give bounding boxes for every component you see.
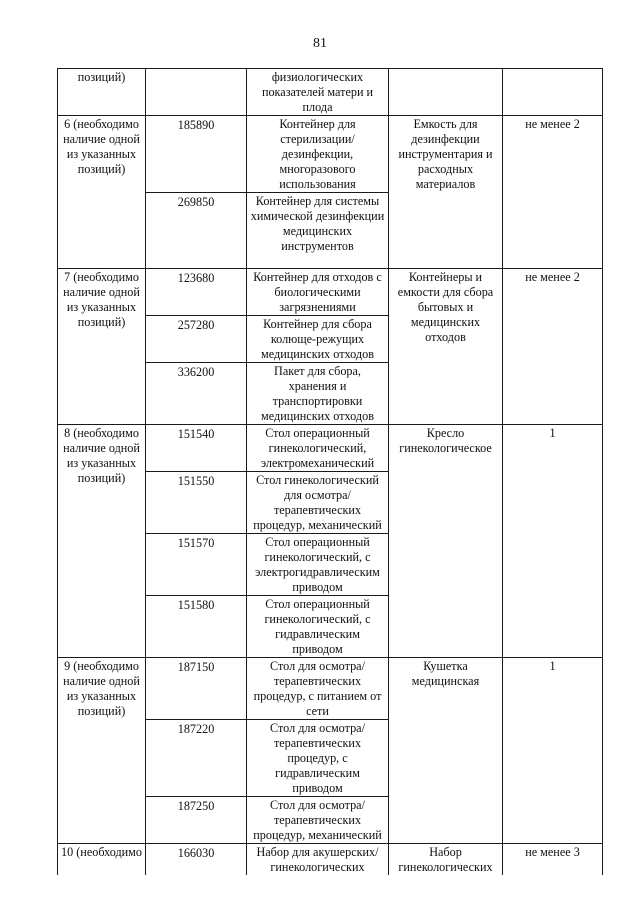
equipment-name-cell: Контейнер для системы химической дезинфекции медицинских инструментов — [247, 193, 389, 269]
position-number-cell: 10 (необходимо — [58, 844, 146, 876]
code-cell: 185890 — [146, 116, 247, 193]
quantity-cell: не менее 3 — [503, 844, 603, 876]
position-number-cell: 8 (необходимо наличие одной из указанных позиций) — [58, 425, 146, 658]
item-name-cell: Кушетка медицинская — [389, 658, 503, 844]
position-number-cell: 6 (необходимо наличие одной из указанных позиций) — [58, 116, 146, 269]
code-cell: 187150 — [146, 658, 247, 720]
equipment-name-cell: физиологических показателей матери и плода — [247, 69, 389, 116]
page-number: 81 — [313, 36, 327, 51]
quantity-cell: 1 — [503, 658, 603, 844]
equipment-name-cell: Набор для акушерских/ гинекологических — [247, 844, 389, 876]
equipment-name-cell: Стол для осмотра/ терапевтических процедур, с гидравлическим приводом — [247, 720, 389, 797]
code-cell — [146, 69, 247, 116]
position-number-cell: позиций) — [58, 69, 146, 116]
code-cell: 187220 — [146, 720, 247, 797]
table-row — [58, 69, 603, 116]
equipment-name-cell: Контейнер для отходов с биологическими загрязнениями — [247, 269, 389, 316]
code-cell: 187250 — [146, 797, 247, 844]
code-cell: 269850 — [146, 193, 247, 269]
equipment-name-cell: Стол операционный гинекологический, электромеханический — [247, 425, 389, 472]
item-name-cell: Емкость для дезинфекции инструментария и расходных материалов — [389, 116, 503, 269]
equipment-name-cell: Контейнер для стерилизации/ дезинфекции, многоразового использования — [247, 116, 389, 193]
item-name-cell: Набор гинекологических — [389, 844, 503, 876]
equipment-name-cell: Стол операционный гинекологический, с гидравлическим приводом — [247, 596, 389, 658]
quantity-cell: 1 — [503, 425, 603, 658]
code-cell: 151570 — [146, 534, 247, 596]
item-name-cell — [389, 69, 503, 116]
table-row — [58, 269, 603, 316]
equipment-name-cell: Стол гинекологический для осмотра/ терапевтических процедур, механический — [247, 472, 389, 534]
code-cell: 166030 — [146, 844, 247, 876]
table-row — [58, 116, 603, 193]
code-cell: 336200 — [146, 363, 247, 425]
equipment-name-cell: Контейнер для сбора колюще-режущих медицинских отходов — [247, 316, 389, 363]
code-cell: 151580 — [146, 596, 247, 658]
item-name-cell: Кресло гинекологическое — [389, 425, 503, 658]
table-row — [58, 844, 603, 876]
item-name-cell: Контейнеры и емкости для сбора бытовых и медицинских отходов — [389, 269, 503, 425]
code-cell: 151550 — [146, 472, 247, 534]
equipment-name-cell: Пакет для сбора, хранения и транспортировки медицинских отходов — [247, 363, 389, 425]
table-row — [58, 425, 603, 472]
equipment-name-cell: Стол операционный гинекологический, с электрогидравлическим приводом — [247, 534, 389, 596]
position-number-cell: 7 (необходимо наличие одной из указанных позиций) — [58, 269, 146, 425]
quantity-cell: не менее 2 — [503, 116, 603, 269]
equipment-table — [57, 68, 603, 875]
code-cell: 151540 — [146, 425, 247, 472]
position-number-cell: 9 (необходимо наличие одной из указанных позиций) — [58, 658, 146, 844]
quantity-cell — [503, 69, 603, 116]
equipment-name-cell: Стол для осмотра/ терапевтических процедур, с питанием от сети — [247, 658, 389, 720]
equipment-name-cell: Стол для осмотра/ терапевтических процедур, механический — [247, 797, 389, 844]
quantity-cell: не менее 2 — [503, 269, 603, 425]
table-row — [58, 658, 603, 720]
code-cell: 257280 — [146, 316, 247, 363]
code-cell: 123680 — [146, 269, 247, 316]
